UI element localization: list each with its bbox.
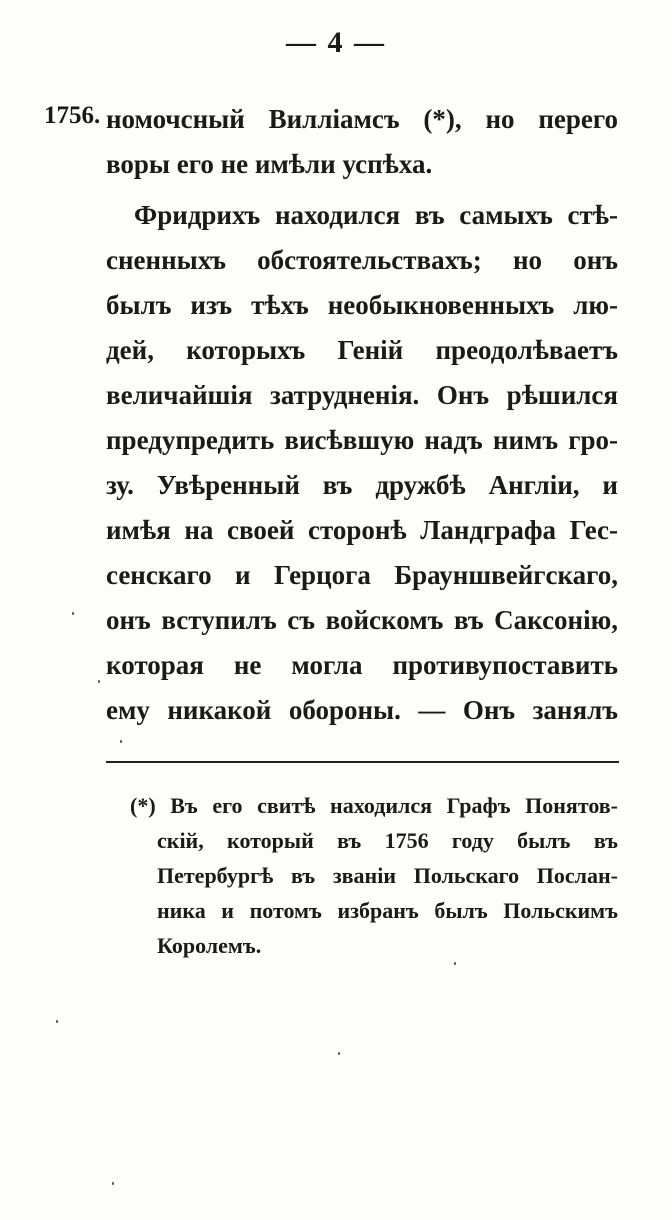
footnote-line: Королемъ. <box>157 933 262 958</box>
scan-speck <box>454 962 456 965</box>
scan-speck <box>72 612 74 615</box>
scan-speck <box>112 1182 114 1185</box>
page-number: — 4 — <box>286 26 386 59</box>
scan-speck <box>120 740 122 743</box>
footnote-line: скій, который въ 1756 году былъ въ <box>157 828 618 853</box>
body-line: воры его не имѣли успѣха. <box>106 149 433 179</box>
body-line: сенскаго и Герцога Брауншвейгскаго, <box>106 560 618 590</box>
scan-speck <box>98 680 100 683</box>
body-line: сненныхъ обстоятельствахъ; но онъ <box>106 245 618 275</box>
footnote-rule <box>106 761 619 763</box>
body-line: зу. Увѣренный въ дружбѣ Англіи, и <box>106 470 618 500</box>
scan-speck <box>56 1020 58 1023</box>
body-line: былъ изъ тѣхъ необыкновенныхъ лю- <box>106 290 618 320</box>
body-line: номочсный Вилліамсъ (*), но перего <box>106 104 618 134</box>
body-line: которая не могла противупоставить <box>106 650 618 680</box>
body-line: ему никакой обороны. — Онъ занялъ <box>106 695 618 725</box>
footnote <box>130 788 618 963</box>
main-text <box>106 97 618 733</box>
body-line: имѣя на своей сторонѣ Ландграфа Гес- <box>106 515 618 545</box>
body-line: предупредить висѣвшую надъ нимъ гро- <box>106 425 618 455</box>
body-line: дей, которыхъ Геній преодолѣваетъ <box>106 335 618 365</box>
body-line: Фридрихъ находился въ самыхъ стѣ- <box>134 200 618 230</box>
footnote-line: Петербургѣ въ званіи Польскаго Послан- <box>157 863 618 888</box>
body-line: онъ вступилъ съ войскомъ въ Саксонію, <box>106 605 618 635</box>
body-line: величайшія затрудненія. Онъ рѣшился <box>106 380 618 410</box>
footnote-line: ника и потомъ избранъ былъ Польскимъ <box>157 898 618 923</box>
footnote-line: (*) Въ его свитѣ находился Графъ Понятов- <box>130 793 618 818</box>
margin-year: 1756. <box>44 102 101 129</box>
scan-speck <box>338 1052 340 1055</box>
